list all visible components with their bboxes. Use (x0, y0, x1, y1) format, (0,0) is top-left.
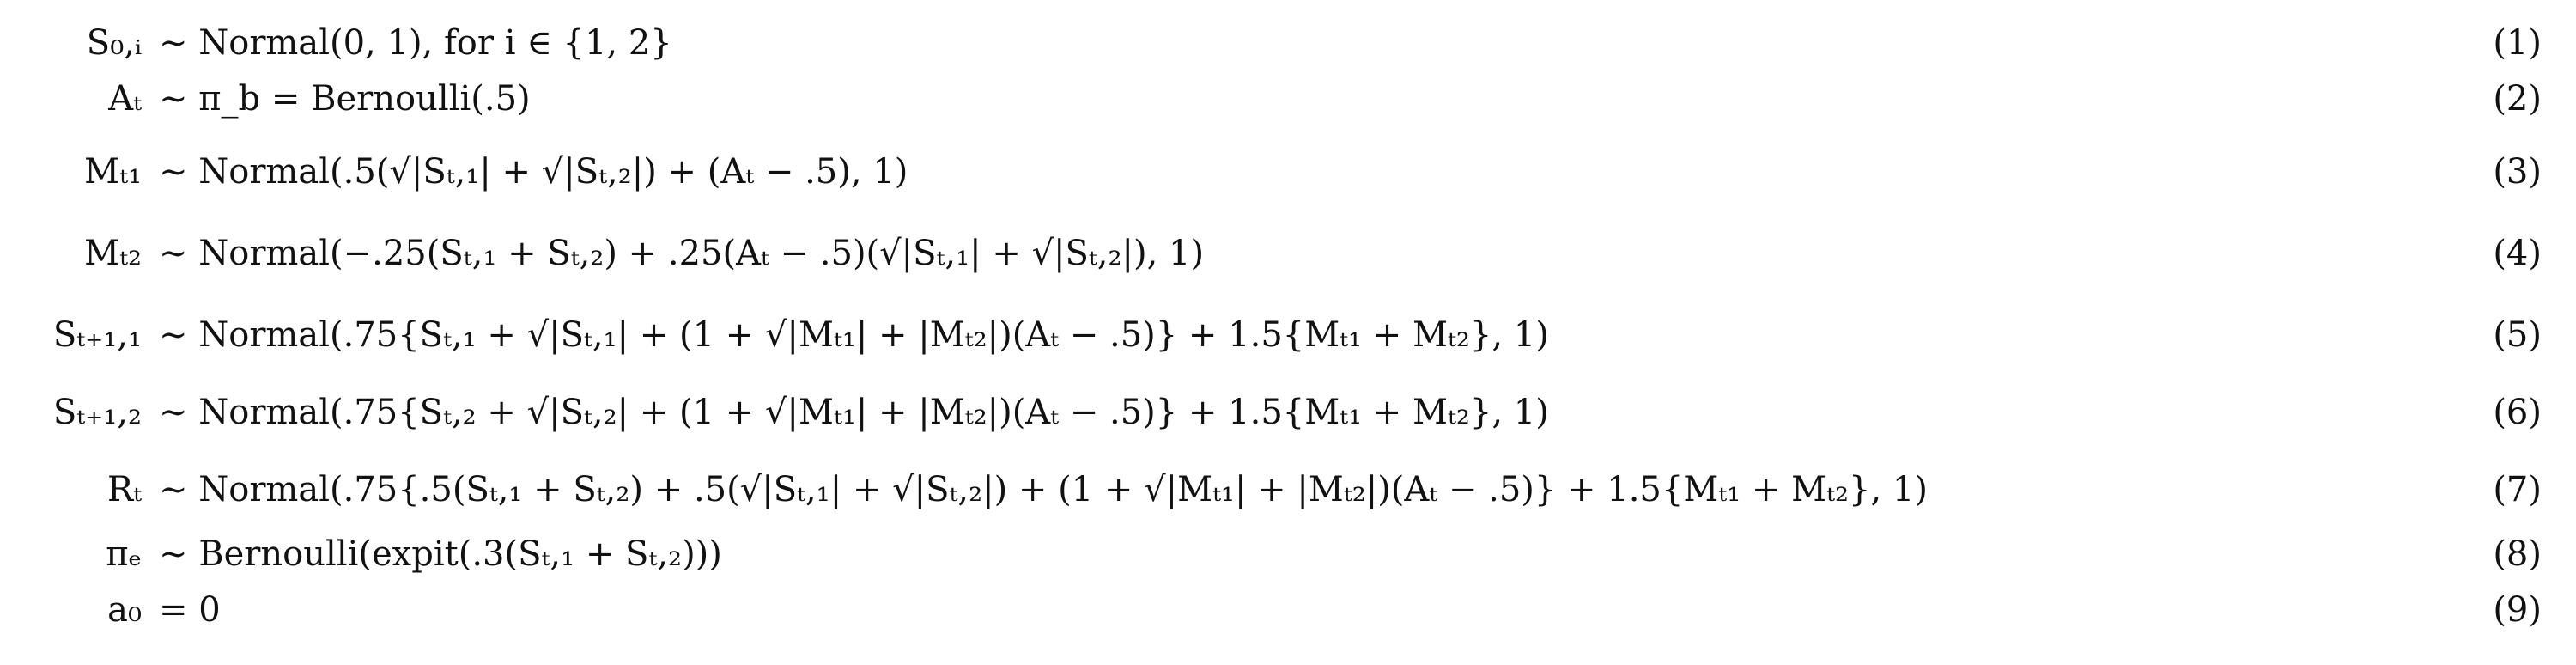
equation-lhs: Mₜ₂ (84, 234, 142, 273)
equation-6 (0, 374, 2576, 451)
equation-rhs: = 0 (159, 590, 221, 630)
equation-number: (4) (2493, 234, 2542, 273)
equation-rhs: ∼ Normal(.5(√|Sₜ,₁| + √|Sₜ,₂|) + (Aₜ − .5), 1) (159, 152, 908, 192)
equation-2 (0, 60, 2576, 137)
equation-number: (7) (2493, 470, 2542, 509)
equation-rhs: ∼ Normal(.75{Sₜ,₂ + √|Sₜ,₂| + (1 + √|Mₜ₁| + |Mₜ₂|)(Aₜ − .5)} + 1.5{Mₜ₁ + Mₜ₂}, 1) (159, 393, 1549, 432)
equation-number: (6) (2493, 393, 2542, 432)
equation-number: (1) (2493, 23, 2542, 63)
equation-3 (0, 133, 2576, 210)
equation-lhs: Sₜ₊₁,₁ (52, 315, 142, 355)
equation-number: (8) (2493, 534, 2542, 574)
equation-lhs: a₀ (107, 590, 142, 630)
equation-lhs: S₀,ᵢ (86, 23, 142, 63)
equation-4 (0, 215, 2576, 292)
equation-lhs: Aₜ (108, 79, 142, 119)
equation-rhs: ∼ Bernoulli(expit(.3(Sₜ,₁ + Sₜ,₂))) (159, 534, 722, 574)
equation-rhs: ∼ Normal(.75{Sₜ,₁ + √|Sₜ,₁| + (1 + √|Mₜ₁| + |Mₜ₂|)(Aₜ − .5)} + 1.5{Mₜ₁ + Mₜ₂}, 1) (159, 315, 1549, 355)
equation-number: (9) (2493, 590, 2542, 630)
equation-lhs: πₑ (106, 534, 142, 574)
equation-lhs: Rₜ (107, 470, 142, 509)
equation-number: (2) (2493, 79, 2542, 119)
equation-rhs: ∼ π_b = Bernoulli(.5) (159, 79, 531, 119)
equation-lhs: Sₜ₊₁,₂ (52, 393, 142, 432)
equation-rhs: ∼ Normal(0, 1), for i ∈ {1, 2} (159, 23, 672, 63)
equation-rhs: ∼ Normal(−.25(Sₜ,₁ + Sₜ,₂) + .25(Aₜ − .5)(√|Sₜ,₁| + √|Sₜ,₂|), 1) (159, 234, 1205, 273)
equation-number: (5) (2493, 315, 2542, 355)
equation-5 (0, 296, 2576, 374)
equation-rhs: ∼ Normal(.75{.5(Sₜ,₁ + Sₜ,₂) + .5(√|Sₜ,₁| + √|Sₜ,₂|) + (1 + √|Mₜ₁| + |Mₜ₂|)(Aₜ − .5)} + 1.5{Mₜ₁ + Mₜ₂}, 1) (159, 470, 1928, 509)
equation-9 (0, 571, 2576, 649)
equation-number: (3) (2493, 152, 2542, 192)
equation-lhs: Mₜ₁ (84, 152, 142, 192)
